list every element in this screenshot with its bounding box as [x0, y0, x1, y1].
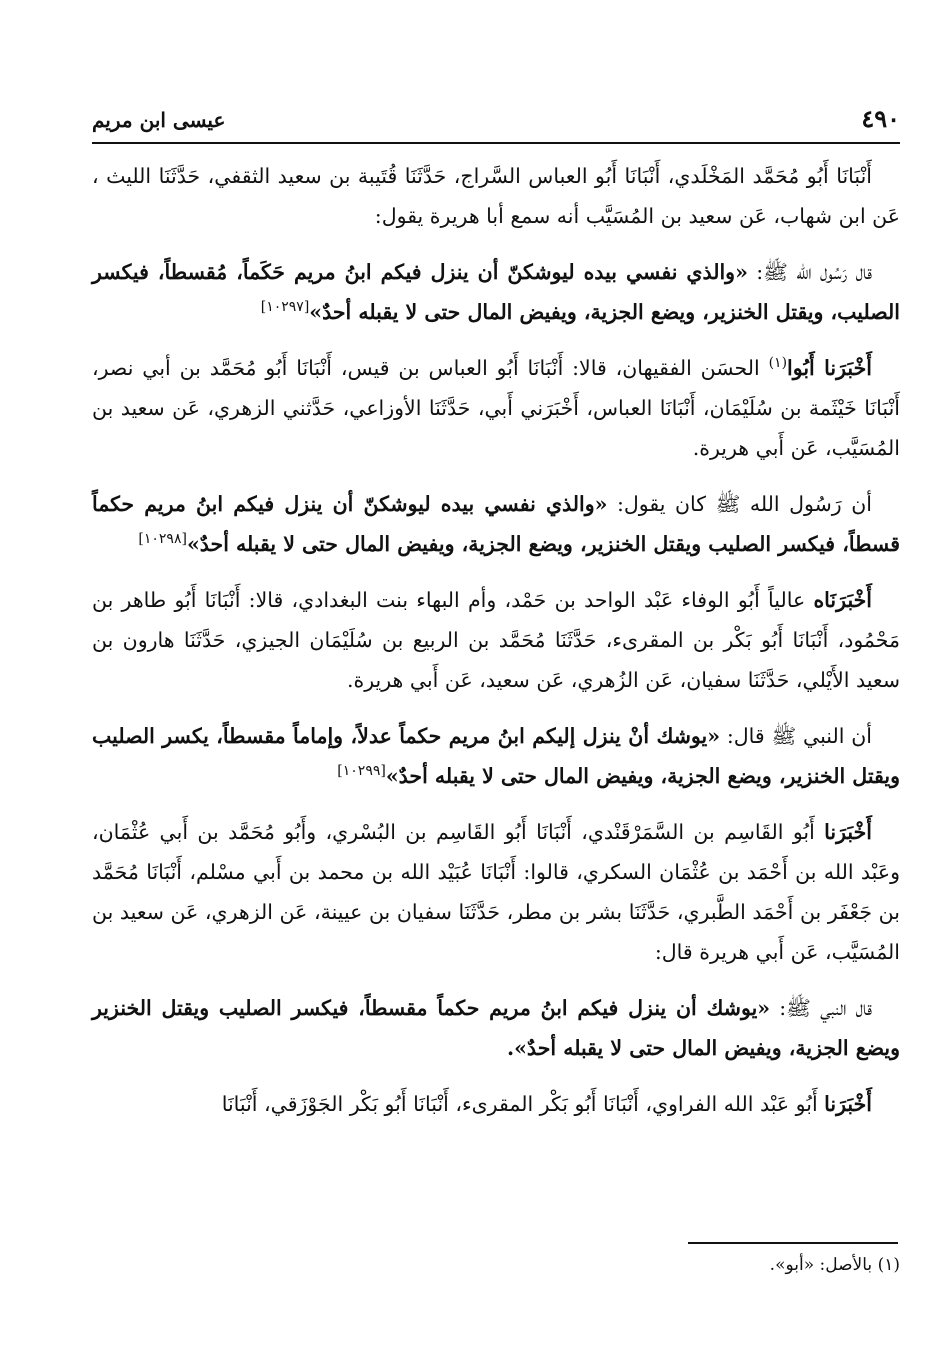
footnote-marker: (١): [877, 1255, 900, 1275]
hadith-text-paragraph: [92, 484, 900, 564]
footnote: [92, 1250, 900, 1280]
bold-text-segment: «يوشك أنْ ينزل إليكم ابنُ مريم حكماً عدلاً، وإماماً مقسطاً، يكسر الصليب ويقتل الخنزير، ويضع الجزية، ويفيض المال حتى لا يقبله أحدٌ»: [92, 724, 900, 788]
isnad-paragraph: [92, 156, 900, 236]
hadith-text-paragraph: [92, 988, 900, 1068]
bold-text-segment: أَخْبَرَنا أَبُوا: [787, 356, 872, 380]
reference-number: (١): [768, 355, 788, 372]
text-segment: أَبُو عَبْد الله الفراوي، أَنْبَانَا أَبُو بَكْر المقرىء، أَنْبَانَا أَبُو بَكْر الجَوْزَقي، أَنْبَانَا: [221, 1092, 825, 1116]
bold-text-segment: «والذي نفسي بيده ليوشكنّ أن ينزل فيكم ابنُ مريم حَكَماً، مُقسطاً، فيكسر الصليب، ويقتل الخنزير، ويضع الجزية، ويفيض المال حتى لا يقبله أحدٌ»: [92, 260, 900, 324]
bold-text-segment: أَخْبَرَنا: [824, 820, 872, 844]
footnote-divider: [688, 1242, 898, 1244]
reference-number: [١٠٢٩٧]: [260, 299, 310, 316]
isnad-paragraph: [92, 1084, 900, 1124]
header-divider: [92, 142, 900, 144]
text-segment: أَنْبَانَا أَبُو مُحَمَّد المَخْلَدي، أَنْبَانَا أَبُو العباس السَّراج، حَدَّثَنَا قُتَيبة بن سعيد الثقفي، حَدَّثَنَا الليث ، عَن ابن شهاب، عَن سعيد بن المُسَيَّب أنه سمع أبا هريرة يقول:: [92, 164, 900, 228]
text-segment: الحسَن الفقيهان، قالا: أَنْبَانَا أَبُو العباس بن قيس، أَنْبَانَا أَبُو مُحَمَّد بن أبي نصر، أَنْبَانَا خَيْثَمة بن سُلَيْمَان، أَنْبَانَا العباس، أَخْبَرَني أَبي، حَدَّثَنَا الأوزاعي، حَدَّثني الزهري، عَن سعيد بن المُسَيَّب، عَن أَبي هريرة.: [92, 356, 900, 460]
bold-text-segment: «يوشك أن ينزل فيكم ابنُ مريم حكماً مقسطاً، فيكسر الصليب ويقتل الخنزير ويضع الجزية، ويفيض المال حتى لا يقبله أحدٌ».: [92, 996, 900, 1060]
isnad-paragraph: [92, 812, 900, 972]
text-segment: أن رَسُول الله ﷺ كان يقول:: [607, 492, 872, 516]
footnote-text: بالأصل: «أبو».: [769, 1255, 873, 1275]
hadith-text-paragraph: [92, 716, 900, 796]
text-segment: قال النبي ﷺ:: [770, 996, 872, 1020]
isnad-paragraph: [92, 580, 900, 700]
page-body: [92, 156, 900, 1140]
running-title: عيسى ابن مريم: [92, 108, 226, 132]
reference-number: [١٠٢٩٩]: [337, 763, 386, 780]
text-segment: أَبُو القَاسِم بن السَّمَرْقَنْدي، أَنْبَانَا أَبُو القَاسِم بن البُسْري، وأَبُو مُحَمَّد بن أَبي عُثْمَان، وعَبْد الله بن أَحْمَد بن عُثْمَان السكري، قالوا: أَنْبَانَا عُبَيْد الله بن محمد بن أَبي مسْلم، أَنْبَانَا مُحَمَّد بن جَعْفَر بن أَحْمَد الطَّبري، حَدَّثَنَا بشر بن مطر، حَدَّثَنَا سفيان بن عيينة، عَن الزهري، عَن سعيد بن المُسَيَّب، عَن أَبي هريرة قال:: [92, 820, 900, 964]
reference-number: [١٠٢٩٨]: [138, 531, 187, 548]
page-header: [92, 104, 900, 144]
bold-text-segment: «والذي نفسي بيده ليوشكنّ أن ينزل فيكم ابنُ مريم حكماً قسطاً، فيكسر الصليب ويقتل الخنزير، ويضع الجزية، ويفيض المال حتى لا يقبله أحدٌ»: [92, 492, 900, 556]
page-number: ٤٩٠: [861, 104, 900, 133]
hadith-text-paragraph: [92, 252, 900, 332]
isnad-paragraph: [92, 348, 900, 468]
text-segment: قال رَسُول الله ﷺ:: [747, 260, 872, 284]
bold-text-segment: أَخْبَرَنَاه: [813, 588, 872, 612]
bold-text-segment: أَخْبَرَنا: [824, 1092, 872, 1116]
text-segment: عالياً أَبُو الوفاء عَبْد الواحد بن حَمْد، وأم البهاء بنت البغدادي، قالا: أَنْبَانَا أَبُو طاهر بن مَحْمُود، أَنْبَانَا أَبُو بَكْر بن المقرىء، حَدَّثَنَا مُحَمَّد بن الربيع بن سُلَيْمَان الجيزي، حَدَّثَنَا هارون بن سعيد الأَيْلي، حَدَّثَنَا سفيان، عَن الزُهري، عَن سعيد، عَن أَبي هريرة.: [92, 588, 900, 692]
text-segment: أن النبي ﷺ قال:: [720, 724, 872, 748]
